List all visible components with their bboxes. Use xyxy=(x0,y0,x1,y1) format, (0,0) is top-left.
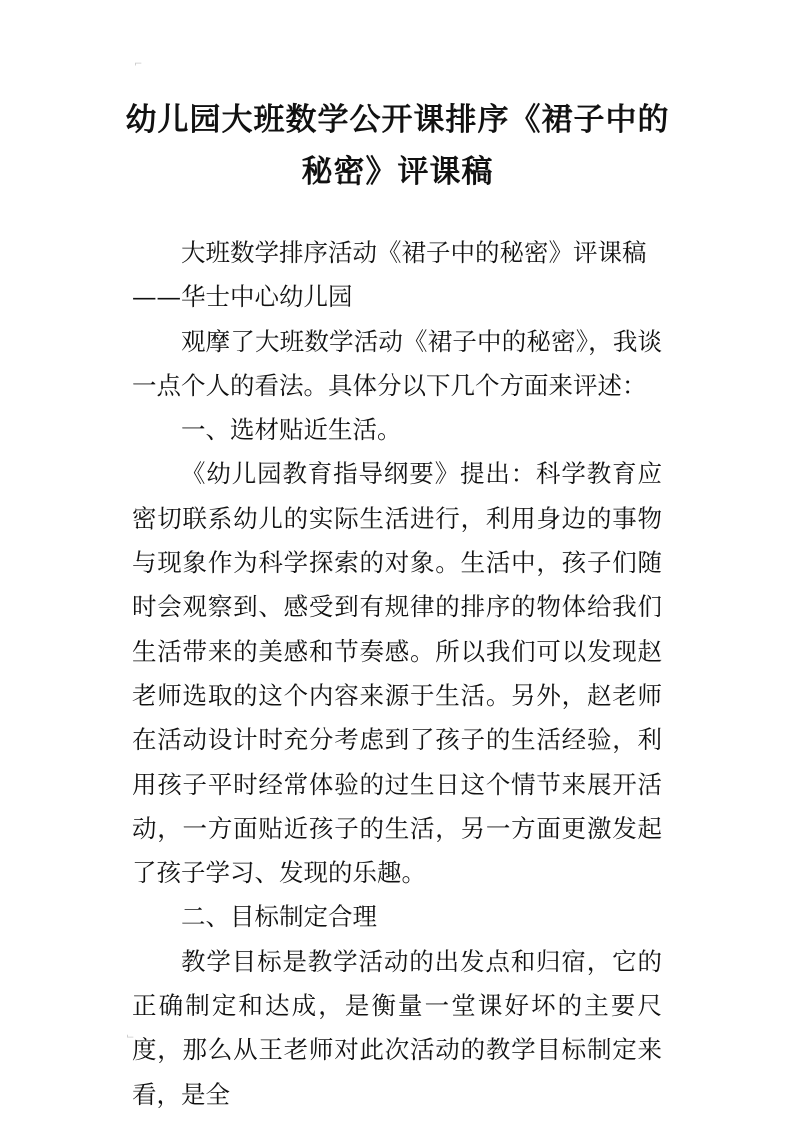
paragraph-section-1: 《幼儿园教育指导纲要》提出：科学教育应密切联系幼儿的实际生活进行，利用身边的事物与现象作为科学探索的对象。生活中，孩子们随时会观察到、感受到有规律的排序的物体给我们生活带来的美感和节奏感。所以我们可以发现赵老师选取的这个内容来源于生活。另外，赵老师在活动设计时充分考虑到了孩子的生活经验，利用孩子平时经常体验的过生日这个情节来展开活动，一方面贴近孩子的生活，另一方面更激发起了孩子学习、发现的乐趣。 xyxy=(132,459,662,888)
section-heading-1: 一、选材贴近生活。 xyxy=(181,415,402,445)
paragraph-author: ——华士中心幼儿园 xyxy=(132,282,353,312)
paragraph-subtitle: 大班数学排序活动《裙子中的秘密》评课稿 xyxy=(181,238,647,267)
corner-crop-mark: ⌙ xyxy=(126,1031,135,1042)
document-title: 幼儿园大班数学公开课排序《裙子中的秘密》评课稿 xyxy=(125,102,670,190)
section-heading-2: 二、目标制定合理 xyxy=(181,902,377,932)
corner-crop-mark: ⌐ xyxy=(134,59,143,70)
paragraph-intro: 观摩了大班数学活动《裙子中的秘密》，我谈一点个人的看法。具体分以下几个方面来评述： xyxy=(132,326,662,400)
document-body xyxy=(132,231,662,1117)
paragraph-section-2: 教学目标是教学活动的出发点和归宿，它的正确制定和达成，是衡量一堂课好坏的主要尺度，那么从王老师对此次活动的教学目标制定来看，是全 xyxy=(132,946,662,1109)
